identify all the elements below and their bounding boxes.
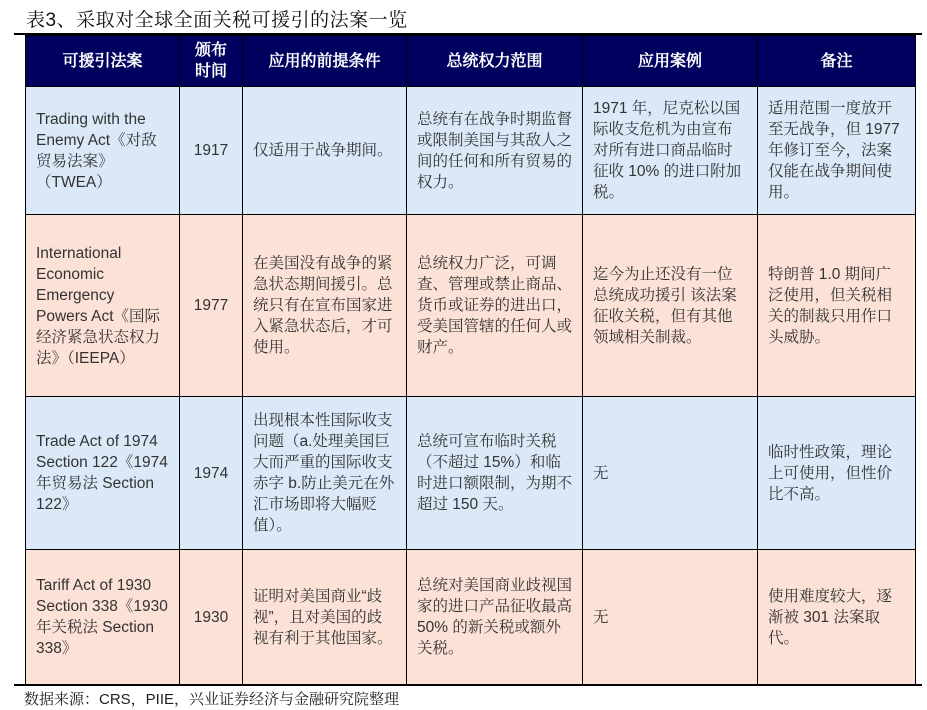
table-row <box>26 550 916 685</box>
cell-condition: 证明对美国商业“歧视”，且对美国的歧视有利于其他国家。 <box>243 550 407 685</box>
cell-law: Trade Act of 1974 Section 122《1974 年贸易法 Section 122》 <box>26 397 180 550</box>
cell-law: Trading with the Enemy Act《对敌贸易法案》（TWEA） <box>26 87 180 215</box>
law-table <box>25 35 916 685</box>
cell-case: 迄今为止还没有一位总统成功援引 该法案征收关税，但有其他领域相关制裁。 <box>583 215 758 397</box>
cell-note: 临时性政策，理论上可使用，但性价比不高。 <box>758 397 916 550</box>
cell-power: 总统有在战争时期监督或限制美国与其敌人之间的任何和所有贸易的权力。 <box>407 87 583 215</box>
header-row <box>26 36 916 87</box>
cell-year: 1977 <box>180 215 243 397</box>
cell-power: 总统可宣布临时关税（不超过 15%）和临时进口额限制，为期不超过 150 天。 <box>407 397 583 550</box>
cell-note: 适用范围一度放开至无战争，但 1977 年修订至今，法案仅能在战争期间使用。 <box>758 87 916 215</box>
cell-condition: 出现根本性国际收支问题（a.处理美国巨大而严重的国际收支赤字 b.防止美元在外汇市场即将大幅贬值）。 <box>243 397 407 550</box>
header-law: 可援引法案 <box>26 36 180 87</box>
cell-power: 总统权力广泛，可调查、管理或禁止商品、货币或证券的进出口，受美国管辖的任何人或财产。 <box>407 215 583 397</box>
cell-condition: 仅适用于战争期间。 <box>243 87 407 215</box>
table-title: 表3、采取对全球全面关税可援引的法案一览 <box>26 10 408 31</box>
cell-condition: 在美国没有战争的紧急状态期间援引。总统只有在宣布国家进入紧急状态后，才可使用。 <box>243 215 407 397</box>
source-note: 数据来源：CRS，PIIE，兴业证券经济与金融研究院整理 <box>24 691 400 708</box>
cell-law: Tariff Act of 1930 Section 338《1930 年关税法 Section 338》 <box>26 550 180 685</box>
cell-note: 特朗普 1.0 期间广泛使用，但关税相关的制裁只用作口头威胁。 <box>758 215 916 397</box>
header-note: 备注 <box>758 36 916 87</box>
cell-power: 总统对美国商业歧视国家的进口产品征收最高 50% 的新关税或额外关税。 <box>407 550 583 685</box>
cell-case: 无 <box>583 397 758 550</box>
table-row <box>26 87 916 215</box>
cell-year: 1917 <box>180 87 243 215</box>
table-row <box>26 397 916 550</box>
header-year: 颁布时间 <box>180 36 243 87</box>
cell-year: 1930 <box>180 550 243 685</box>
table-row <box>26 215 916 397</box>
header-power: 总统权力范围 <box>407 36 583 87</box>
cell-case: 1971 年，尼克松以国际收支危机为由宣布对所有进口商品临时征收 10% 的进口附加税。 <box>583 87 758 215</box>
header-case: 应用案例 <box>583 36 758 87</box>
cell-year: 1974 <box>180 397 243 550</box>
cell-note: 使用难度较大，逐渐被 301 法案取代。 <box>758 550 916 685</box>
header-condition: 应用的前提条件 <box>243 36 407 87</box>
cell-law: International Economic Emergency Powers Act《国际经济紧急状态权力法》（IEEPA） <box>26 215 180 397</box>
cell-case: 无 <box>583 550 758 685</box>
bottom-rule <box>14 684 922 686</box>
